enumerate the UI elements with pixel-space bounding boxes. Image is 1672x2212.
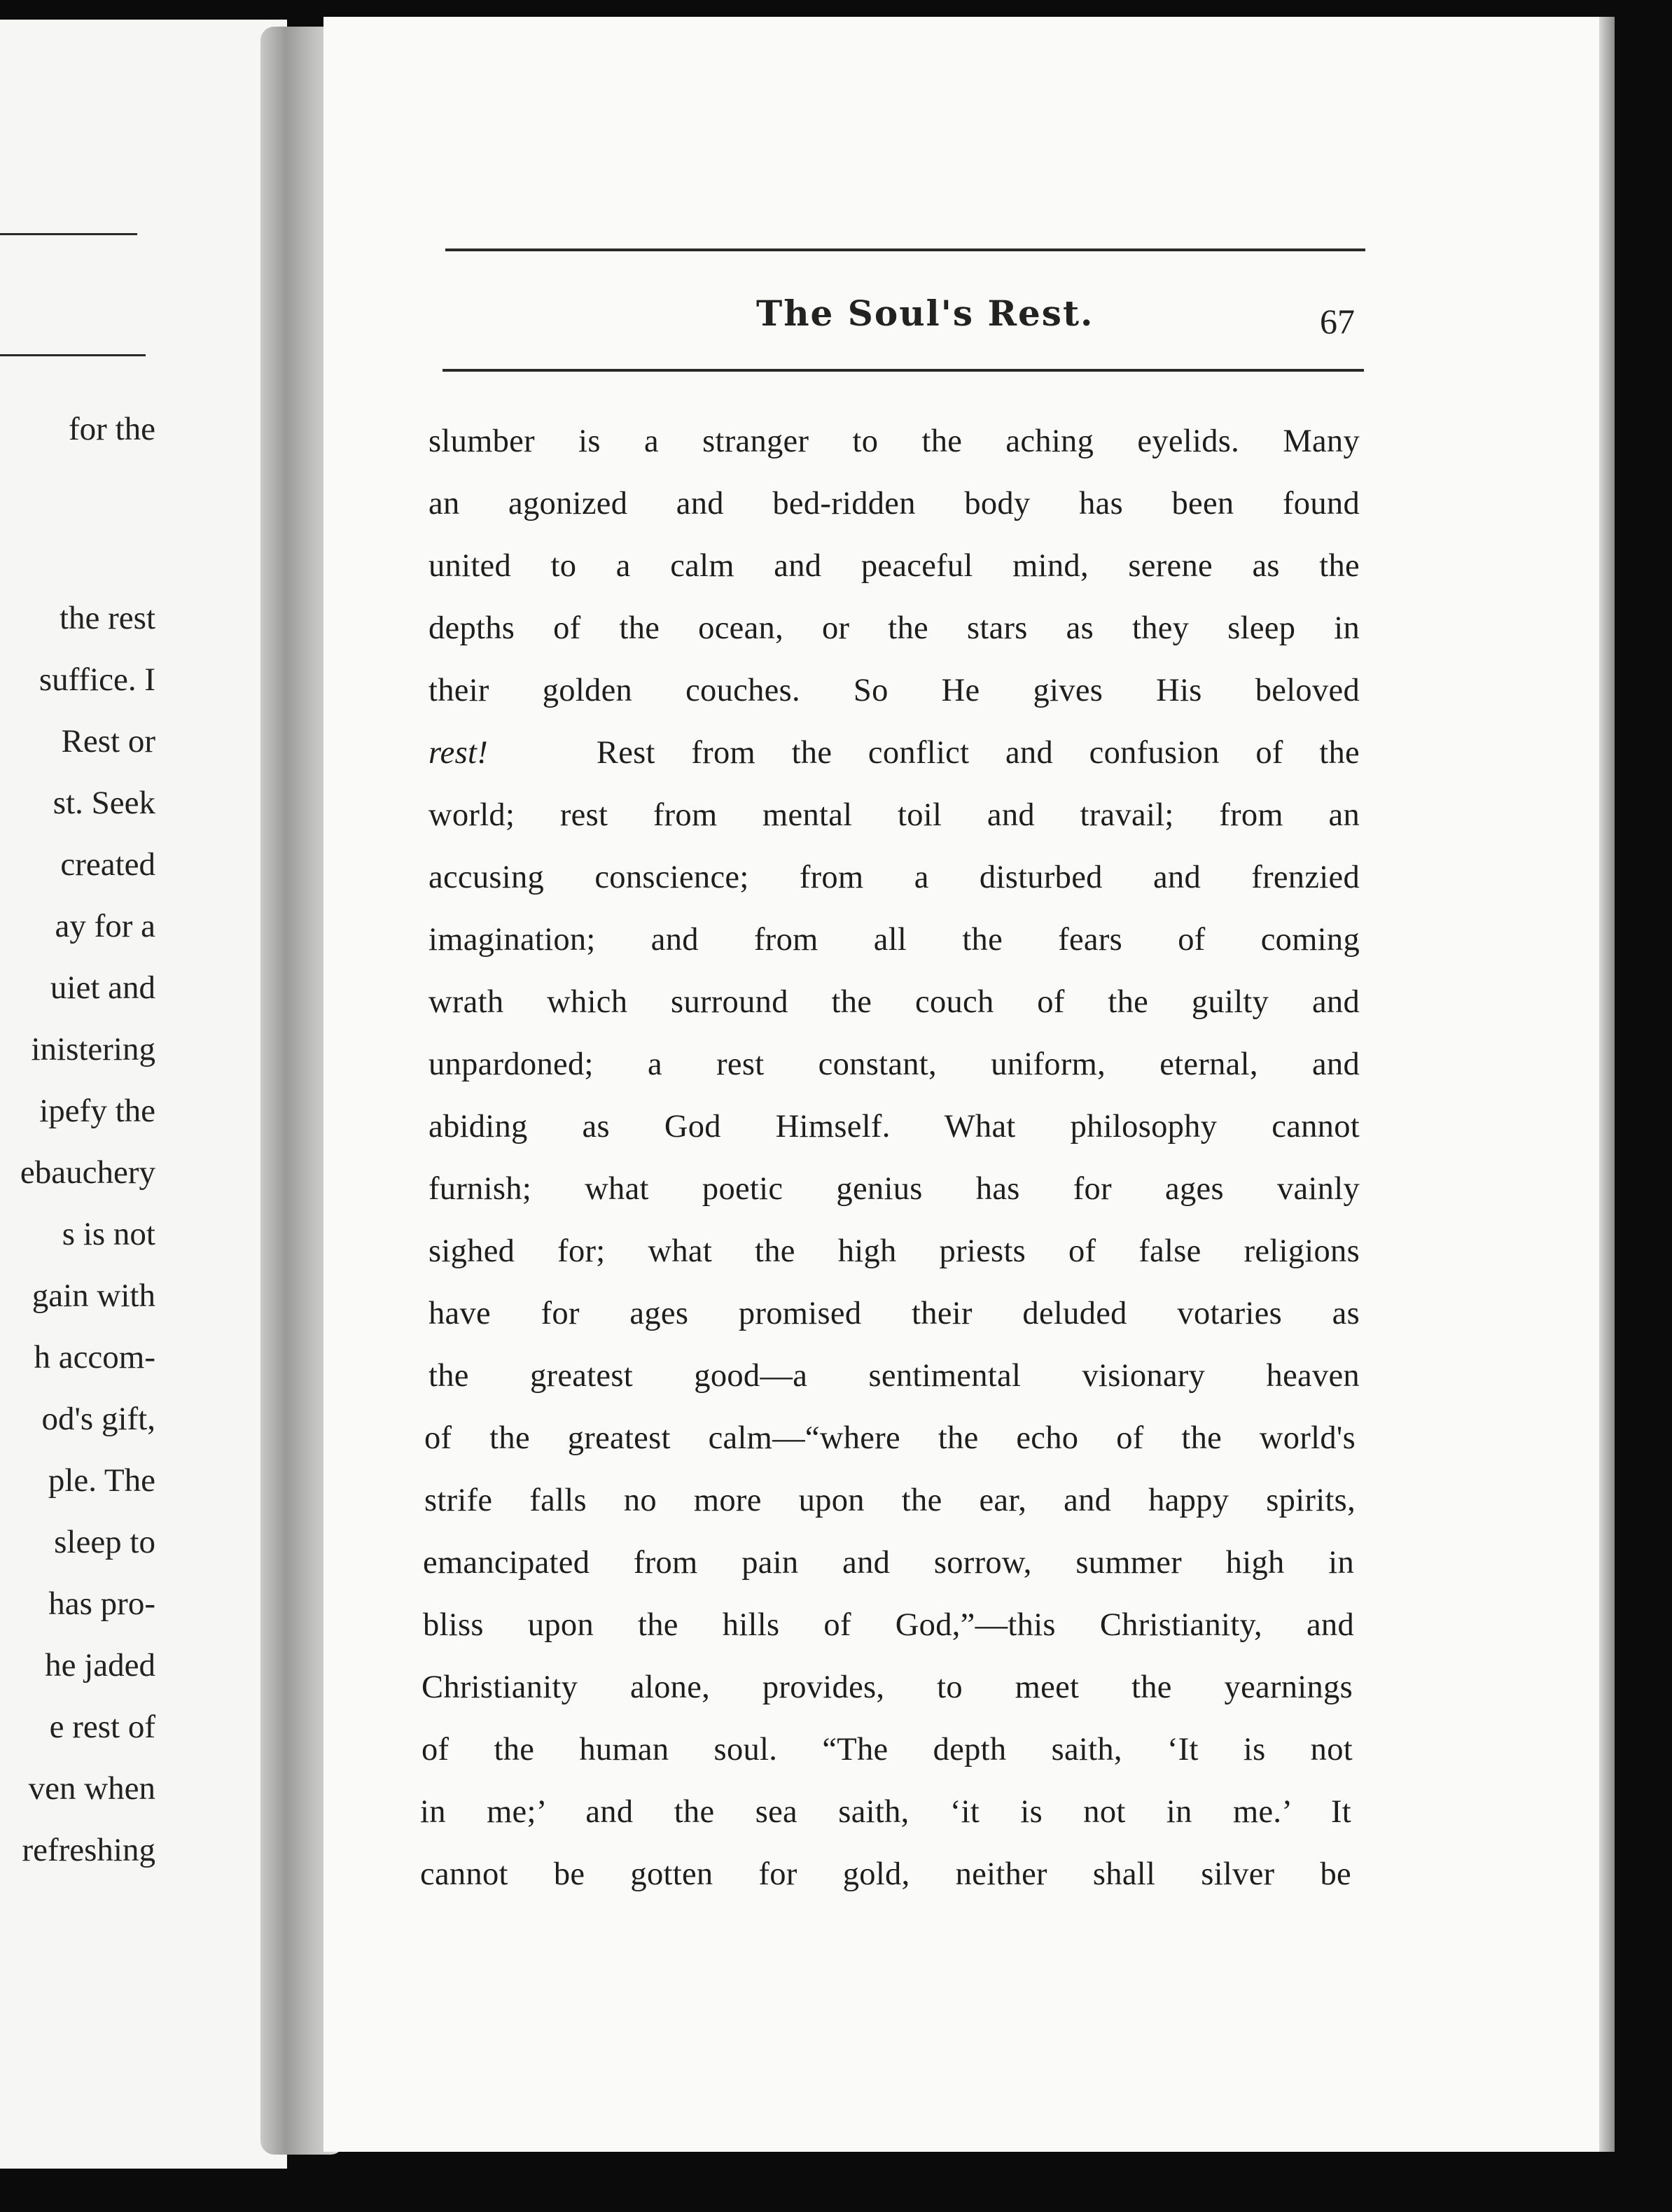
page-number: 67 — [1320, 302, 1355, 341]
text-line: cannot be gotten for gold, neither shall silver be — [420, 1856, 1351, 1892]
left-text-line: created — [60, 846, 155, 883]
text-line: have for ages promised their deluded votaries as — [429, 1296, 1360, 1331]
header-top-rule — [445, 248, 1365, 251]
left-bottom-rule — [0, 354, 146, 356]
left-text-line: Rest or — [61, 723, 155, 760]
left-text-line: ple. The — [48, 1462, 155, 1499]
left-text-line: s is not — [62, 1216, 155, 1252]
text-line-rest: Rest from the conflict and confusion of the — [596, 735, 1360, 771]
left-text-line: has pro- — [48, 1586, 155, 1622]
text-line: strife falls no more upon the ear, and happy spirits, — [424, 1483, 1356, 1518]
left-text-line: h accom- — [34, 1339, 155, 1376]
text-line: their golden couches. So He gives His beloved — [429, 673, 1360, 708]
left-text-line: e rest of — [49, 1709, 155, 1745]
left-text-line: for the — [69, 411, 155, 447]
text-line: of the human soul. “The depth saith, ‘It is not — [422, 1732, 1353, 1768]
text-line: bliss upon the hills of God,”—this Christianity, and — [423, 1607, 1354, 1643]
text-line — [429, 737, 1360, 770]
left-text-line: ipefy the — [39, 1093, 155, 1129]
text-line: world; rest from mental toil and travail; from an — [429, 797, 1360, 833]
text-line: unpardoned; a rest constant, uniform, eternal, and — [429, 1046, 1360, 1082]
left-text-line: uiet and — [50, 969, 155, 1006]
running-head: The Soul's Rest. — [756, 293, 1094, 334]
text-line: accusing conscience; from a disturbed and frenzied — [429, 860, 1360, 895]
left-facing-page — [0, 20, 287, 2169]
text-line: an agonized and bed-ridden body has been found — [429, 486, 1360, 522]
page-edge-shadow — [1599, 17, 1615, 2152]
header-bottom-rule — [443, 369, 1364, 372]
text-line: emancipated from pain and sorrow, summer high in — [423, 1545, 1354, 1581]
left-text-line: ay for a — [55, 908, 155, 944]
text-line: of the greatest calm—“where the echo of the world's — [424, 1420, 1356, 1456]
italic-word: rest! — [429, 735, 489, 771]
left-top-rule — [0, 233, 137, 235]
text-line: united to a calm and peaceful mind, serene as the — [429, 548, 1360, 584]
left-text-line: od's gift, — [41, 1401, 155, 1437]
left-text-line: gain with — [32, 1278, 155, 1314]
left-text-line: ebauchery — [20, 1154, 155, 1191]
left-text-line: st. Seek — [53, 785, 155, 821]
text-line: slumber is a stranger to the aching eyelids. Many — [429, 424, 1360, 459]
left-text-line: the rest — [59, 600, 155, 636]
text-line: depths of the ocean, or the stars as they sleep in — [429, 610, 1360, 646]
text-line: the greatest good—a sentimental visionary heaven — [429, 1358, 1360, 1394]
text-line: imagination; and from all the fears of coming — [429, 922, 1360, 958]
right-page — [323, 17, 1599, 2152]
text-line: sighed for; what the high priests of false religions — [429, 1233, 1360, 1269]
left-text-line: suffice. I — [39, 662, 155, 698]
text-line: in me;’ and the sea saith, ‘it is not in me.’ It — [420, 1794, 1351, 1830]
left-text-line: inistering — [31, 1031, 155, 1068]
left-text-line: ven when — [28, 1770, 155, 1807]
text-line: abiding as God Himself. What philosophy cannot — [429, 1109, 1360, 1144]
text-line: furnish; what poetic genius has for ages vainly — [429, 1171, 1360, 1207]
text-line: Christianity alone, provides, to meet the yearnings — [422, 1670, 1353, 1705]
left-text-line: sleep to — [54, 1524, 155, 1560]
left-text-line: refreshing — [22, 1832, 155, 1868]
left-text-line: he jaded — [45, 1647, 155, 1684]
text-line: wrath which surround the couch of the guilty and — [429, 984, 1360, 1020]
